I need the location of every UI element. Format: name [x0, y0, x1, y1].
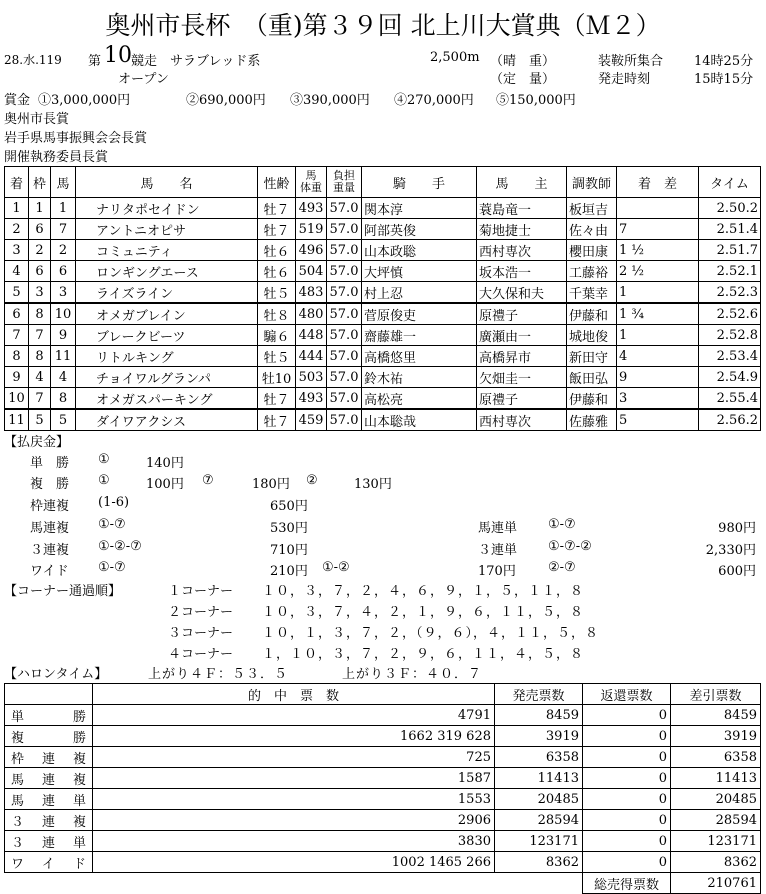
payout-label: 【払戻金】 [4, 435, 70, 450]
result-owner: 蓑島竜一 [477, 198, 567, 219]
stats-total-blank-1 [5, 873, 93, 894]
result-rank: 5 [5, 282, 29, 304]
wakuren-label: 枠連複 [30, 499, 70, 514]
table-row [5, 198, 761, 219]
header-burden-bottom: 重量 [333, 181, 355, 194]
result-burden: 57.0 [327, 240, 362, 261]
header-margin: 着 差 [617, 167, 699, 198]
corner-4-order: １，１０，３，７，２，９，６，１１，４，５，８ [262, 647, 585, 662]
result-trainer: 工藤裕 [567, 261, 617, 282]
wide-label: ワイド [30, 564, 69, 579]
result-frame: 7 [29, 388, 51, 410]
result-jockey: 関本淳 [362, 198, 477, 219]
race-suffix: 競走 [131, 54, 158, 69]
result-rank: 3 [5, 240, 29, 261]
result-time: 2.53.4 [699, 346, 761, 367]
result-burden: 57.0 [327, 303, 362, 325]
result-burden: 57.0 [327, 219, 362, 240]
table-row [5, 705, 761, 726]
result-rank: 7 [5, 325, 29, 346]
result-horse-number: 9 [51, 325, 76, 346]
stats-bet-type: ３連複 [5, 810, 93, 831]
umaren-label: 馬連複 [30, 521, 70, 536]
stats-sales-votes: 6358 [495, 747, 583, 768]
result-trainer: 佐藤雅 [567, 409, 617, 431]
result-owner: 大久保和夫 [477, 282, 567, 304]
header-owner: 馬 主 [477, 167, 567, 198]
table-row [5, 261, 761, 282]
stats-hit-votes: 3830 [93, 831, 495, 852]
result-burden: 57.0 [327, 346, 362, 367]
result-horse-name: ブレークビーツ [76, 325, 258, 346]
result-time: 2.56.2 [699, 409, 761, 431]
header-jockey: 騎 手 [362, 167, 477, 198]
race-rule: （定 量） [490, 72, 556, 87]
result-rank: 11 [5, 409, 29, 431]
stats-sales-votes: 8362 [495, 852, 583, 873]
umatan-amount: 980円 [718, 521, 756, 536]
result-burden: 57.0 [327, 261, 362, 282]
trio-amount: 710円 [270, 543, 308, 558]
prize-3: ③390,000円 [290, 93, 370, 108]
table-row [5, 240, 761, 261]
result-trainer: 城地俊 [567, 325, 617, 346]
place-3-amount: 130円 [354, 477, 392, 492]
table-row [5, 789, 761, 810]
result-frame: 8 [29, 346, 51, 367]
result-owner: 廣瀬由一 [477, 325, 567, 346]
place-3-combo: ② [306, 473, 318, 488]
result-time: 2.52.1 [699, 261, 761, 282]
header-burden-weight [327, 167, 362, 198]
stats-total-row [5, 873, 761, 894]
furlong-last3: 上がり３Ｆ：４０．７ [342, 667, 483, 682]
result-horse-name: オメガブレイン [76, 303, 258, 325]
result-time: 2.52.6 [699, 303, 761, 325]
stats-hit-votes: 1587 [93, 768, 495, 789]
stats-refund-votes: 0 [583, 831, 671, 852]
place-label: 複 勝 [30, 477, 70, 492]
result-margin: 5 [617, 409, 699, 431]
stats-hit-votes: 1002 1465 266 [93, 852, 495, 873]
stats-net-votes: 123171 [671, 831, 761, 852]
result-horse-number: 7 [51, 219, 76, 240]
race-distance: 2,500m [430, 50, 480, 65]
prize-4: ④270,000円 [394, 93, 474, 108]
post-time-label: 発走時刻 [598, 72, 651, 87]
umatan-label: 馬連単 [478, 521, 518, 536]
stats-sales-votes: 8459 [495, 705, 583, 726]
result-rank: 1 [5, 198, 29, 219]
result-trainer: 飯田弘 [567, 367, 617, 388]
header-body-weight [296, 167, 327, 198]
race-prefix: 第 [88, 54, 102, 69]
result-frame: 4 [29, 367, 51, 388]
result-horse-number: 4 [51, 367, 76, 388]
wide-3-combo: ②-⑦ [548, 560, 576, 575]
result-horse-name: コミュニティ [76, 240, 258, 261]
result-rank: 2 [5, 219, 29, 240]
result-jockey: 高橋悠里 [362, 346, 477, 367]
furlong-label: 【ハロンタイム】 [4, 667, 108, 682]
result-rank: 9 [5, 367, 29, 388]
result-owner: 欠畑圭一 [477, 367, 567, 388]
stats-sales-votes: 3919 [495, 726, 583, 747]
stats-refund-votes: 0 [583, 789, 671, 810]
result-margin: 3 [617, 388, 699, 410]
result-trainer: 板垣吉 [567, 198, 617, 219]
result-margin: 1 ½ [617, 240, 699, 261]
stats-sales-votes: 28594 [495, 810, 583, 831]
result-sex-age: 牡８ [258, 303, 296, 325]
stats-net-votes: 8459 [671, 705, 761, 726]
header-trainer: 調教師 [567, 167, 617, 198]
result-owner: 原禮子 [477, 388, 567, 410]
result-owner: 高橋昇市 [477, 346, 567, 367]
result-burden: 57.0 [327, 409, 362, 431]
result-body-weight: 493 [296, 388, 327, 410]
result-body-weight: 493 [296, 198, 327, 219]
result-sex-age: 牡７ [258, 409, 296, 431]
corner-3-order: １０，１，３，７，２，（９，６），４，１１，５，８ [262, 626, 600, 641]
wakuren-combo: (1-6) [98, 495, 130, 510]
stats-hit-votes: 1553 [93, 789, 495, 810]
saddling-time: 14時25分 [694, 54, 754, 69]
stats-header-blank [5, 684, 93, 705]
result-burden: 57.0 [327, 325, 362, 346]
stats-refund-votes: 0 [583, 747, 671, 768]
win-combo: ① [98, 452, 110, 467]
result-jockey: 阿部英俊 [362, 219, 477, 240]
prize-5: ⑤150,000円 [496, 93, 576, 108]
result-body-weight: 448 [296, 325, 327, 346]
table-row [5, 747, 761, 768]
result-body-weight: 459 [296, 409, 327, 431]
result-sex-age: 牡６ [258, 261, 296, 282]
table-row [5, 831, 761, 852]
result-jockey: 鈴木祐 [362, 367, 477, 388]
table-row [5, 282, 761, 304]
result-sex-age: 牡５ [258, 282, 296, 304]
result-body-weight: 496 [296, 240, 327, 261]
trifecta-amount: 2,330円 [705, 543, 756, 558]
result-jockey: 村上忍 [362, 282, 477, 304]
table-row [5, 409, 761, 431]
stats-net-votes: 3919 [671, 726, 761, 747]
result-time: 2.52.8 [699, 325, 761, 346]
result-owner: 原禮子 [477, 303, 567, 325]
trifecta-label: ３連単 [478, 543, 518, 558]
result-jockey: 山本聡哉 [362, 409, 477, 431]
wakuren-amount: 650円 [270, 499, 308, 514]
stats-net-votes: 8362 [671, 852, 761, 873]
post-time: 15時15分 [694, 72, 754, 87]
race-number: 10 [104, 43, 132, 68]
stats-bet-type: ３連単 [5, 831, 93, 852]
result-frame: 6 [29, 261, 51, 282]
header-body-weight-bottom: 体重 [300, 181, 322, 194]
result-margin: 2 ½ [617, 261, 699, 282]
result-body-weight: 480 [296, 303, 327, 325]
stats-hit-votes: 4791 [93, 705, 495, 726]
place-1-amount: 100円 [146, 477, 184, 492]
result-time: 2.55.4 [699, 388, 761, 410]
result-body-weight: 444 [296, 346, 327, 367]
corner-3-label: ３コーナー [168, 626, 234, 641]
stats-sales-votes: 123171 [495, 831, 583, 852]
result-body-weight: 504 [296, 261, 327, 282]
result-frame: 6 [29, 219, 51, 240]
prize-1: ①3,000,000円 [38, 93, 131, 108]
result-frame: 1 [29, 198, 51, 219]
header-rank: 着 [5, 167, 29, 198]
stats-refund-votes: 0 [583, 852, 671, 873]
result-trainer: 千葉幸 [567, 282, 617, 304]
race-weather: （晴 重） [490, 54, 556, 69]
result-horse-number: 3 [51, 282, 76, 304]
wide-3-amount: 600円 [718, 564, 756, 579]
stats-refund-votes: 0 [583, 810, 671, 831]
stats-total-blank-2 [93, 873, 495, 894]
header-time: タイム [699, 167, 761, 198]
stats-bet-type: 枠連複 [5, 747, 93, 768]
stats-bet-type: 馬連単 [5, 789, 93, 810]
result-owner: 西村専次 [477, 240, 567, 261]
result-sex-age: 騸６ [258, 325, 296, 346]
place-2-combo: ⑦ [202, 473, 214, 488]
result-burden: 57.0 [327, 388, 362, 410]
table-row [5, 219, 761, 240]
result-jockey: 高松亮 [362, 388, 477, 410]
result-owner: 坂本浩一 [477, 261, 567, 282]
header-horse-name: 馬 名 [76, 167, 258, 198]
result-sex-age: 牡５ [258, 346, 296, 367]
header-frame: 枠 [29, 167, 51, 198]
result-horse-number: 2 [51, 240, 76, 261]
stats-sales-votes: 20485 [495, 789, 583, 810]
result-jockey: 菅原俊吏 [362, 303, 477, 325]
stats-refund-votes: 0 [583, 768, 671, 789]
saddling-label: 装鞍所集合 [598, 54, 664, 69]
result-margin [617, 198, 699, 219]
umaren-combo: ①-⑦ [98, 517, 126, 532]
corner-1-order: １０，３，７，２，４，６，９，１，５，１１，８ [262, 584, 585, 599]
trifecta-combo: ①-⑦-② [548, 539, 592, 554]
result-burden: 57.0 [327, 198, 362, 219]
result-margin: 4 [617, 346, 699, 367]
header-horse-number: 馬 [51, 167, 76, 198]
stats-net-votes: 6358 [671, 747, 761, 768]
results-header-row [5, 167, 761, 198]
corner-4-label: ４コーナー [168, 647, 234, 662]
result-horse-name: ダイワアクシス [76, 409, 258, 431]
result-body-weight: 519 [296, 219, 327, 240]
result-time: 2.52.3 [699, 282, 761, 304]
result-burden: 57.0 [327, 282, 362, 304]
result-sex-age: 牡７ [258, 388, 296, 410]
table-row [5, 852, 761, 873]
result-horse-name: ライズライン [76, 282, 258, 304]
result-horse-number: 6 [51, 261, 76, 282]
result-frame: 7 [29, 325, 51, 346]
stats-header-sales: 発売票数 [495, 684, 583, 705]
result-horse-name: ナリタポセイドン [76, 198, 258, 219]
table-row [5, 810, 761, 831]
result-horse-number: 11 [51, 346, 76, 367]
result-frame: 8 [29, 303, 51, 325]
page-title: 奥州市長杯 （重)第３９回 北上川大賞典（Ｍ２） [105, 11, 661, 40]
stats-bet-type: 複勝 [5, 726, 93, 747]
result-body-weight: 503 [296, 367, 327, 388]
result-time: 2.54.9 [699, 367, 761, 388]
result-time: 2.51.7 [699, 240, 761, 261]
award-3: 開催執務委員長賞 [4, 150, 109, 165]
race-date-number: 28.水.119 [4, 53, 62, 67]
result-sex-age: 牡６ [258, 240, 296, 261]
stats-total-value: 210761 [671, 873, 761, 894]
result-jockey: 山本政聡 [362, 240, 477, 261]
stats-refund-votes: 0 [583, 705, 671, 726]
corner-label: 【コーナー通過順】 [4, 584, 122, 599]
result-owner: 菊地捷士 [477, 219, 567, 240]
header-sex-age: 性齢 [258, 167, 296, 198]
result-jockey: 大坪慎 [362, 261, 477, 282]
result-sex-age: 牡７ [258, 198, 296, 219]
table-row [5, 303, 761, 325]
result-horse-name: アントニオピサ [76, 219, 258, 240]
award-1: 奥州市長賞 [4, 112, 70, 127]
stats-header-refund: 返還票数 [583, 684, 671, 705]
stats-refund-votes: 0 [583, 726, 671, 747]
result-trainer: 伊藤和 [567, 303, 617, 325]
result-trainer: 新田守 [567, 346, 617, 367]
result-trainer: 櫻田康 [567, 240, 617, 261]
wide-1-amount: 210円 [270, 564, 308, 579]
result-trainer: 伊藤和 [567, 388, 617, 410]
result-jockey: 齋藤雄一 [362, 325, 477, 346]
stats-net-votes: 20485 [671, 789, 761, 810]
race-breed: サラブレッド系 [170, 54, 261, 69]
result-frame: 3 [29, 282, 51, 304]
wide-2-amount: 170円 [478, 564, 516, 579]
header-burden-top: 負担 [333, 169, 355, 182]
result-horse-name: オメガスパーキング [76, 388, 258, 410]
result-rank: 4 [5, 261, 29, 282]
stats-header-net: 差引票数 [671, 684, 761, 705]
result-margin: 7 [617, 219, 699, 240]
result-frame: 2 [29, 240, 51, 261]
stats-total-blank-3 [495, 873, 583, 894]
corner-2-order: １０，３，７，４，２，１，９，６，１１，５，８ [262, 605, 585, 620]
prize-label: 賞金 [4, 93, 31, 108]
stats-net-votes: 11413 [671, 768, 761, 789]
table-row [5, 726, 761, 747]
table-row [5, 367, 761, 388]
vote-stats-table [4, 683, 761, 894]
result-time: 2.51.4 [699, 219, 761, 240]
result-horse-name: ロンギングエース [76, 261, 258, 282]
result-horse-number: 1 [51, 198, 76, 219]
place-2-amount: 180円 [252, 477, 290, 492]
furlong-last4: 上がり４Ｆ：５３．５ [148, 667, 289, 682]
table-row [5, 346, 761, 367]
umaren-amount: 530円 [270, 521, 308, 536]
umatan-combo: ①-⑦ [548, 517, 576, 532]
stats-total-label: 総売得票数 [583, 873, 671, 894]
result-margin: 1 [617, 282, 699, 304]
stats-net-votes: 28594 [671, 810, 761, 831]
race-class: オープン [118, 72, 169, 87]
result-body-weight: 483 [296, 282, 327, 304]
win-label: 単 勝 [30, 456, 70, 471]
prize-2: ②690,000円 [186, 93, 266, 108]
stats-sales-votes: 11413 [495, 768, 583, 789]
result-horse-name: チョイワルグランパ [76, 367, 258, 388]
place-1-combo: ① [98, 473, 110, 488]
result-margin: 9 [617, 367, 699, 388]
result-rank: 10 [5, 388, 29, 410]
result-trainer: 佐々由 [567, 219, 617, 240]
result-horse-number: 8 [51, 388, 76, 410]
table-row [5, 768, 761, 789]
stats-header-hits: 的 中 票 数 [93, 684, 495, 705]
trio-combo: ①-②-⑦ [98, 539, 142, 554]
stats-bet-type: ワイド [5, 852, 93, 873]
stats-bet-type: 馬連複 [5, 768, 93, 789]
wide-1-combo: ①-⑦ [98, 560, 126, 575]
stats-hit-votes: 1662 319 628 [93, 726, 495, 747]
result-horse-number: 10 [51, 303, 76, 325]
corner-1-label: １コーナー [168, 584, 234, 599]
result-time: 2.50.2 [699, 198, 761, 219]
stats-bet-type: 単勝 [5, 705, 93, 726]
table-row [5, 325, 761, 346]
corner-2-label: ２コーナー [168, 605, 234, 620]
wide-2-combo: ①-② [322, 560, 350, 575]
result-margin: 1 ¾ [617, 303, 699, 325]
result-rank: 8 [5, 346, 29, 367]
result-sex-age: 牡10 [258, 367, 296, 388]
award-2: 岩手県馬事振興会会長賞 [4, 131, 148, 146]
result-horse-number: 5 [51, 409, 76, 431]
win-amount: 140円 [146, 456, 184, 471]
trio-label: ３連複 [30, 543, 70, 558]
stats-header-row [5, 684, 761, 705]
table-row [5, 388, 761, 410]
result-margin: 1 [617, 325, 699, 346]
result-frame: 5 [29, 409, 51, 431]
result-owner: 西村専次 [477, 409, 567, 431]
stats-hit-votes: 725 [93, 747, 495, 768]
result-rank: 6 [5, 303, 29, 325]
header-body-weight-top: 馬 [305, 169, 317, 182]
stats-hit-votes: 2906 [93, 810, 495, 831]
results-table [4, 166, 761, 431]
result-burden: 57.0 [327, 367, 362, 388]
result-sex-age: 牡７ [258, 219, 296, 240]
result-horse-name: リトルキング [76, 346, 258, 367]
